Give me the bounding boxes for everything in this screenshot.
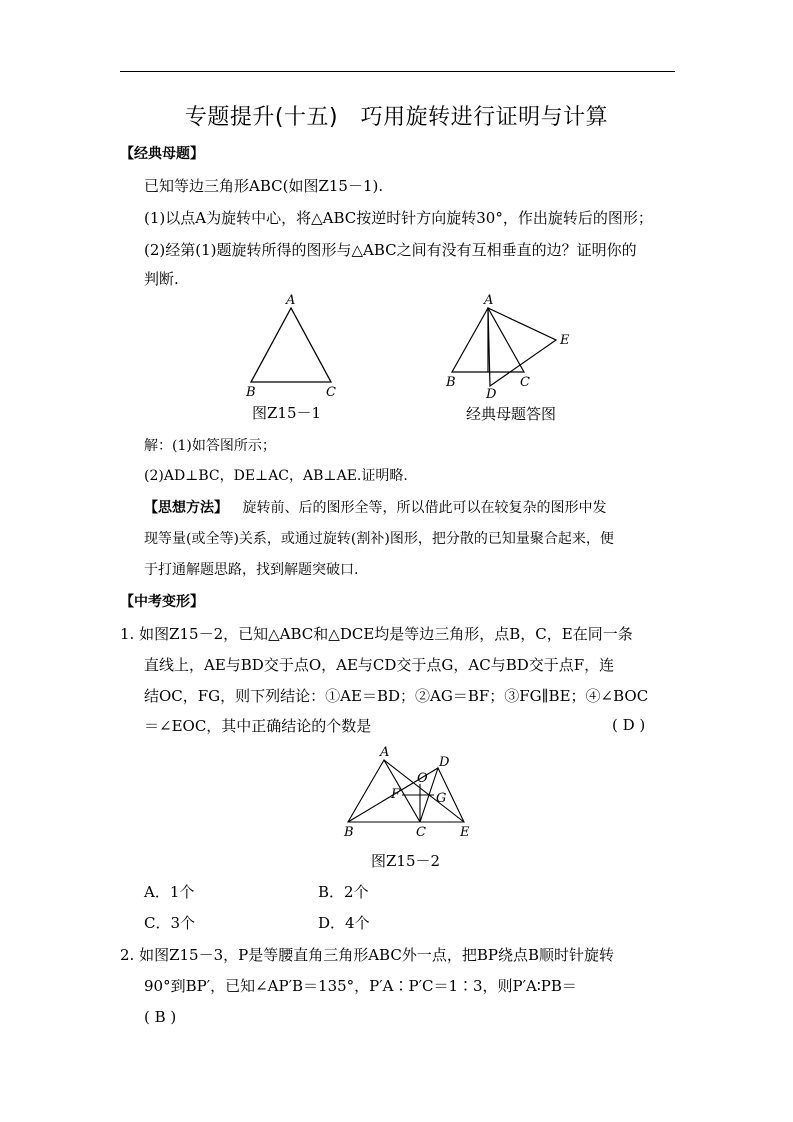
label-a: A [484,293,494,308]
label-b: B [446,375,456,390]
label-c: C [416,825,426,840]
label-b: B [344,825,354,840]
label-b: B [246,385,256,400]
top-rule [120,71,675,72]
label-d: D [439,755,450,770]
option-d: D．4个 [318,914,370,932]
label-c: C [326,385,336,400]
figure-z15-2 [338,742,478,844]
solution-2: (2)AD⊥BC，DE⊥AC，AB⊥AE.证明略. [144,468,408,484]
label-e: E [460,825,470,840]
triangle-abc [251,308,331,382]
method-line-3: 于打通解题思路，找到解题突破口. [144,562,359,578]
classic-question-2b: 判断. [144,270,179,288]
problem-1-line-4: ＝∠EOC，其中正确结论的个数是 [144,717,372,735]
option-a: A．1个 [144,883,195,901]
label-e: E [560,333,570,348]
label-a: A [380,745,390,760]
method-label: 【思想方法】 [144,500,228,516]
figure-classic-answer-caption: 经典母题答图 [466,405,557,423]
figure-classic-answer [440,290,580,402]
label-o: O [417,771,428,786]
method-line-2: 现等量(或全等)关系，或通过旋转(割补)图形，把分散的已知量聚合起来，便 [144,531,614,547]
figure-z15-2-caption: 图Z15－2 [371,852,441,870]
problem-1-answer: ( D ) [612,716,646,734]
section-classic-heading: 【经典母题】 [120,146,204,162]
figure-z15-1-caption: 图Z15－1 [252,404,322,422]
option-c: C．3个 [144,914,196,932]
option-b: B．2个 [318,883,369,901]
problem-1-line-2: 直线上，AE与BD交于点O，AE与CD交于点G，AC与BD交于点F，连 [144,656,615,674]
label-c: C [520,375,530,390]
problem-1-line-3: 结OC，FG，则下列结论：①AE＝BD；②AG＝BF；③FG∥BE；④∠BOC [144,687,649,705]
method-line-1 [144,498,606,518]
label-g: G [436,791,447,806]
section-variation-heading: 【中考变形】 [120,594,204,610]
label-a: A [286,293,296,308]
triangle-abc [348,760,420,822]
problem-2-answer: ( B ) [144,1008,177,1026]
label-d: D [486,387,497,402]
classic-question-1: (1)以点A为旋转中心，将△ABC按逆时针方向旋转30°，作出旋转后的图形； [144,209,653,227]
solution-1: 解：(1)如答图所示； [144,438,276,454]
label-f: F [391,787,401,802]
classic-intro: 已知等边三角形ABC(如图Z15－1). [144,177,384,195]
problem-2-line-1: 2. 如图Z15－3，P是等腰直角三角形ABC外一点，把BP绕点B顺时针旋转 [120,946,614,964]
problem-1-line-1: 1. 如图Z15－2，已知△ABC和△DCE均是等边三角形，点B，C，E在同一条 [120,625,633,643]
problem-2-line-2: 90°到BP′，已知∠AP′B＝135°，P′A∶P′C＝1∶3，则P′A∶PB＝ [144,977,577,995]
figure-z15-1 [236,290,346,402]
page-title: 专题提升(十五) 巧用旋转进行证明与计算 [184,105,609,130]
classic-question-2a: (2)经第(1)题旋转所得的图形与△ABC之间有没有互相垂直的边？证明你的 [144,241,637,259]
method-text-1: 旋转前、后的图形全等，所以借此可以在较复杂的图形中发 [242,500,607,516]
